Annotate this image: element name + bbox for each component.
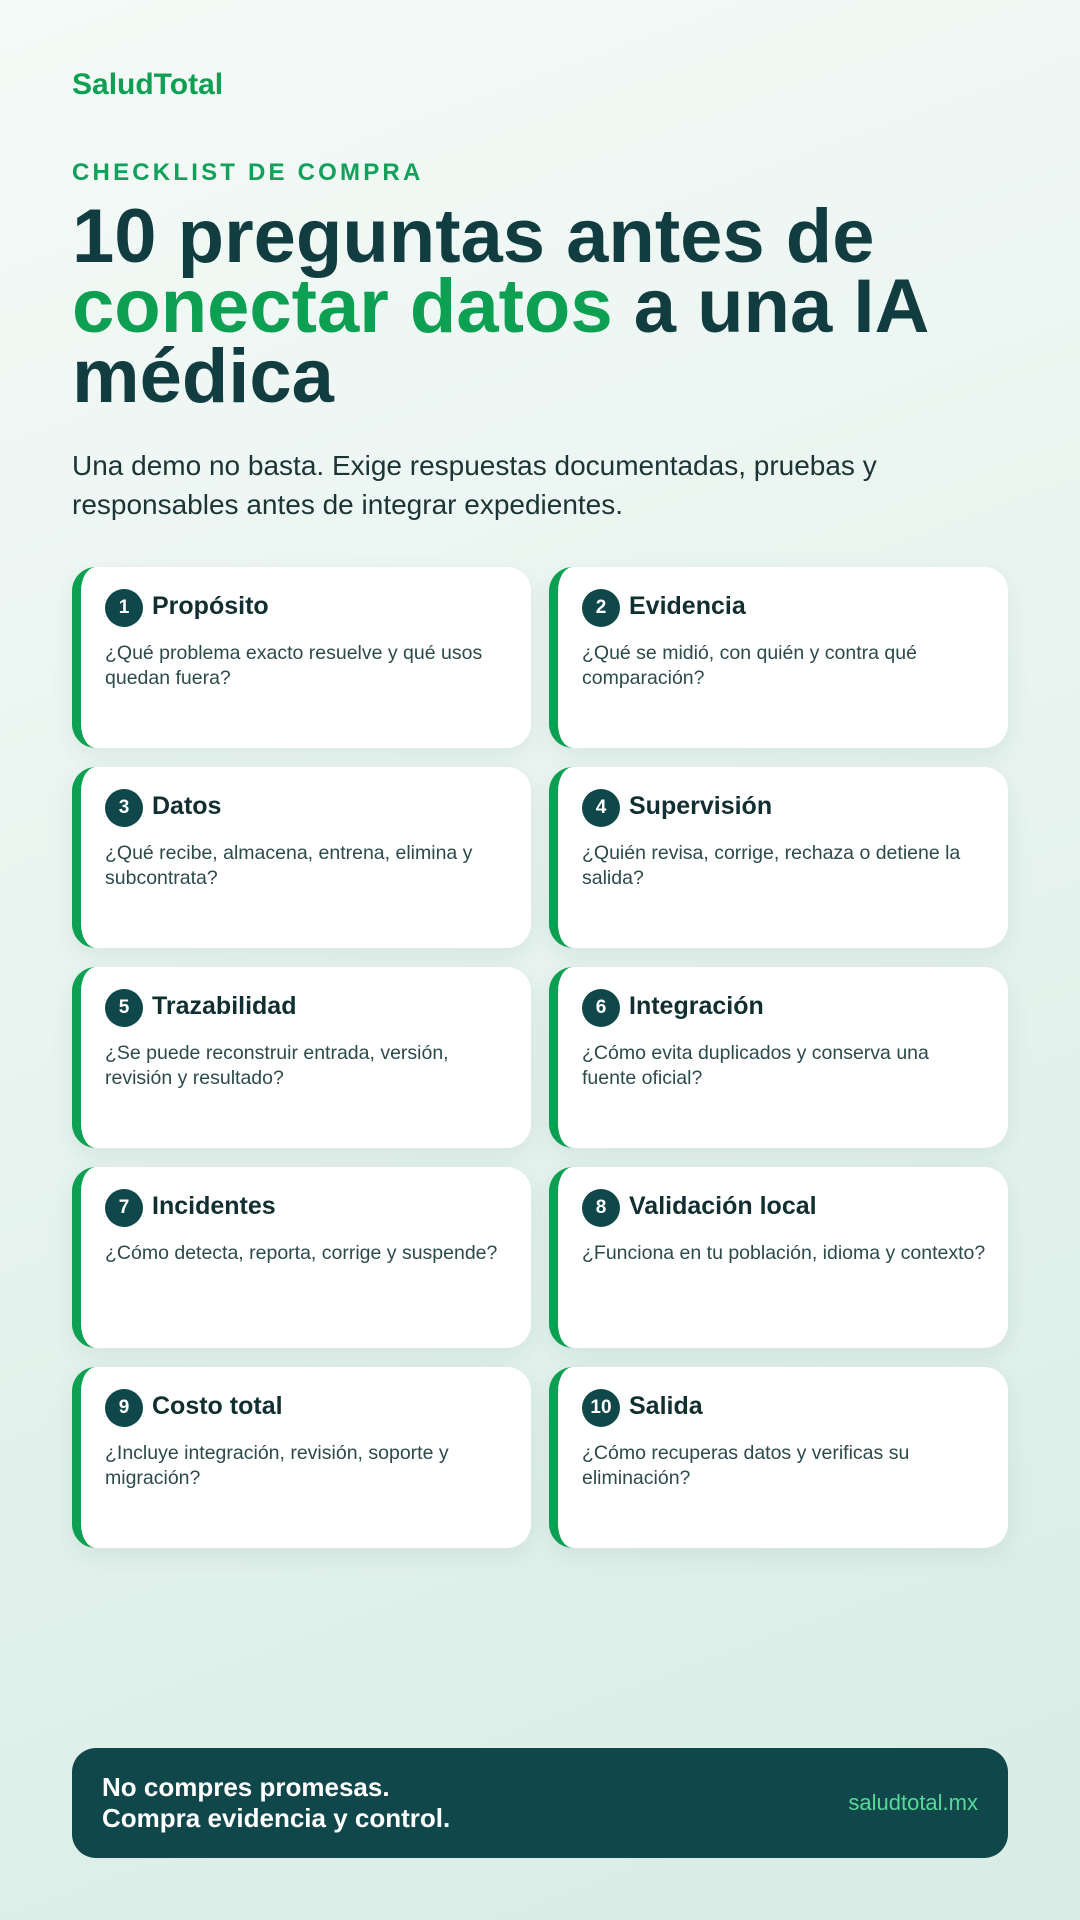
question-card: [72, 967, 531, 1148]
number-badge: 8: [582, 1189, 620, 1227]
question-card: [72, 1167, 531, 1348]
card-question: ¿Funciona en tu población, idioma y contexto?: [582, 1242, 986, 1264]
question-card: [549, 967, 1008, 1148]
number-badge: 1: [105, 589, 143, 627]
page-subtitle: Una demo no basta. Exige respuestas documentadas, pruebas y responsables antes de integrar expedientes.: [72, 450, 877, 520]
card-question: ¿Incluye integración, revisión, soporte y migración?: [105, 1442, 449, 1489]
card-title: Supervisión: [629, 792, 773, 820]
page-title: [72, 194, 1032, 419]
number-badge: 3: [105, 789, 143, 827]
question-card: [549, 1167, 1008, 1348]
card-title: Propósito: [152, 592, 269, 620]
headline-accent: conectar datos: [72, 264, 613, 349]
question-card: [549, 767, 1008, 948]
card-title: Validación local: [629, 1192, 817, 1220]
card-question: ¿Se puede reconstruir entrada, versión, revisión y resultado?: [105, 1042, 449, 1089]
footer-slogan-line-2: Compra evidencia y control.: [102, 1803, 451, 1833]
footer-website-link[interactable]: saludtotal.mx: [848, 1790, 978, 1815]
footer-slogan: [102, 1772, 450, 1834]
question-card: [549, 567, 1008, 748]
question-card: [72, 767, 531, 948]
card-title: Datos: [152, 792, 222, 820]
number-badge: 9: [105, 1389, 143, 1427]
card-question: ¿Cómo recuperas datos y verificas su eliminación?: [582, 1442, 910, 1489]
number-badge: 10: [582, 1389, 620, 1427]
card-question: ¿Qué recibe, almacena, entrena, elimina y subcontrata?: [105, 842, 473, 889]
card-title: Trazabilidad: [152, 992, 297, 1020]
eyebrow-label: CHECKLIST DE COMPRA: [72, 159, 424, 186]
headline-part-1: 10 preguntas antes de: [72, 194, 875, 279]
number-badge: 2: [582, 589, 620, 627]
brand-logo: SaludTotal: [72, 68, 224, 101]
question-card: [72, 1367, 531, 1548]
card-title: Incidentes: [152, 1192, 276, 1220]
footer-slogan-line-1: No compres promesas.: [102, 1772, 390, 1802]
footer-banner: [72, 1748, 1008, 1858]
card-question: ¿Qué problema exacto resuelve y qué usos quedan fuera?: [105, 642, 483, 689]
number-badge: 4: [582, 789, 620, 827]
card-question: ¿Qué se midió, con quién y contra qué comparación?: [582, 642, 917, 689]
number-badge: 7: [105, 1189, 143, 1227]
question-card: [549, 1367, 1008, 1548]
card-title: Integración: [629, 992, 764, 1020]
card-question: ¿Quién revisa, corrige, rechaza o detiene la salida?: [582, 842, 961, 889]
card-question: ¿Cómo evita duplicados y conserva una fuente oficial?: [582, 1042, 929, 1089]
card-title: Salida: [629, 1392, 703, 1420]
headline-part-2: a una IA médica: [72, 264, 927, 419]
card-title: Evidencia: [629, 592, 746, 620]
number-badge: 5: [105, 989, 143, 1027]
card-title: Costo total: [152, 1392, 283, 1420]
number-badge: 6: [582, 989, 620, 1027]
question-card: [72, 567, 531, 748]
card-question: ¿Cómo detecta, reporta, corrige y suspende?: [105, 1242, 498, 1264]
